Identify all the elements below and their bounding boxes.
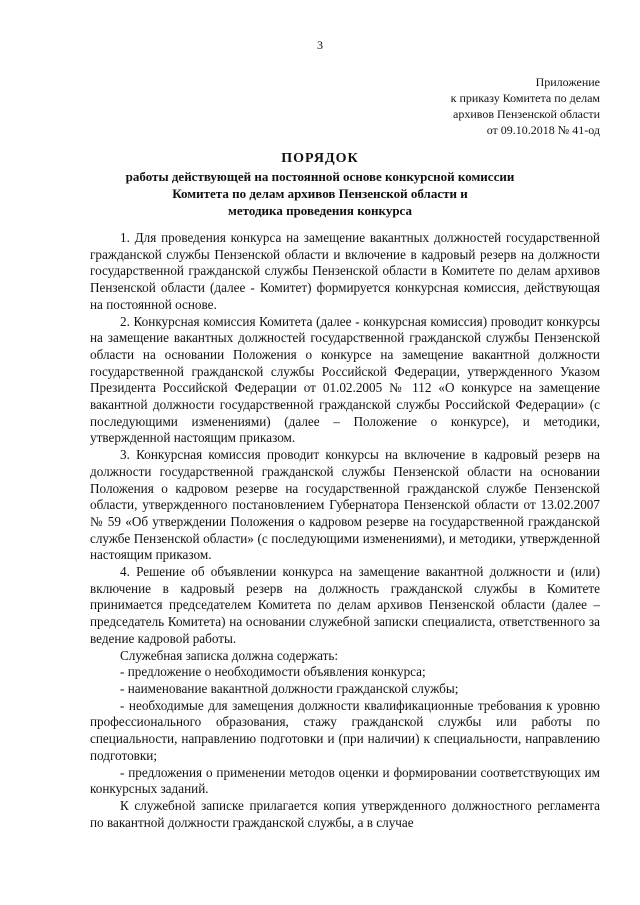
paragraph-1: 1. Для проведения конкурса на замещение вакантных должностей государственной гражданской службы Пензенской области и включение в кадровый резерв на должности государственной гражданской службы Пензенской области в Комитете по делам архивов Пензенской области (далее - Комитет) формируется конкурсная комиссия, действующая на постоянной основе.: [90, 230, 600, 312]
paragraph-4: 4. Решение об объявлении конкурса на замещение вакантной должности и (или) включение в кадровый резерв на должность гражданской службы в Комитете принимается председателем Комитета по делам архивов Пензенской области (далее – председатель Комитета) на основании служебной записки специалиста, ответственного за ведение кадровой работы.: [90, 564, 600, 646]
paragraph-3: 3. Конкурсная комиссия проводит конкурсы на включение в кадровый резерв на должности государственной гражданской службы Пензенской области на основании Положения о кадровом резерве на государственной гражданской службе Пензенской области, утвержденного постановлением Губернатора Пензенской области от 13.02.2007 № 59 «Об утверждении Положения о кадровом резерве на государственной гражданской службе Пензенской области» (с последующими изменениями), и методики, утвержденной настоящим приказом.: [90, 447, 600, 563]
title-line-2: Комитета по делам архивов Пензенской области и: [172, 186, 468, 201]
memo-item-4: - предложения о применении методов оценки и формировании соответствующих им конкурсных заданий.: [90, 764, 600, 797]
paragraph-2: 2. Конкурсная комиссия Комитета (далее - конкурсная комиссия) проводит конкурсы на замещение вакантных должностей государственной гражданской службы Пензенской области на основании Положения о конкурсе на замещение вакантной должности государственной гражданской службы Российской Федерации, утвержденного Указом Президента Российской Федерации от 01.02.2005 № 112 «О конкурсе на замещение вакантной должности государственной гражданской службы Российской Федерации» (с последующими изменениями) (далее – Положение о конкурсе), и методики, утвержденной настоящим приказом.: [90, 313, 600, 446]
memo-item-3: - необходимые для замещения должности квалификационные требования к уровню профессионального образования, стажу гражданской службы или работы по специальности, направлению подготовки и (при наличии) к специальности, направлению подготовки;: [90, 697, 600, 763]
paragraph-attachment: К служебной записке прилагается копия утвержденного должностного регламента по вакантной должности гражданской службы, а в случае: [90, 797, 600, 830]
approval-line-4: от 09.10.2018 № 41-од: [486, 123, 600, 137]
approval-line-3: архивов Пензенской области: [453, 107, 600, 121]
memo-item-1: - предложение о необходимости объявления конкурса;: [120, 664, 426, 680]
title-line-3: методика проведения конкурса: [228, 203, 412, 218]
approval-line-1: Приложение: [535, 75, 600, 89]
page-number: 3: [317, 38, 323, 52]
document-body: [90, 230, 600, 831]
title-main: ПОРЯДОК: [281, 151, 359, 166]
memo-intro: Служебная записка должна содержать:: [120, 647, 339, 663]
approval-stamp: [404, 74, 600, 138]
approval-line-2: к приказу Комитета по делам: [450, 91, 600, 105]
document-title: [0, 150, 640, 219]
memo-item-2: - наименование вакантной должности гражданской службы;: [120, 680, 459, 696]
title-line-1: работы действующей на постоянной основе конкурсной комиссии: [125, 169, 515, 184]
